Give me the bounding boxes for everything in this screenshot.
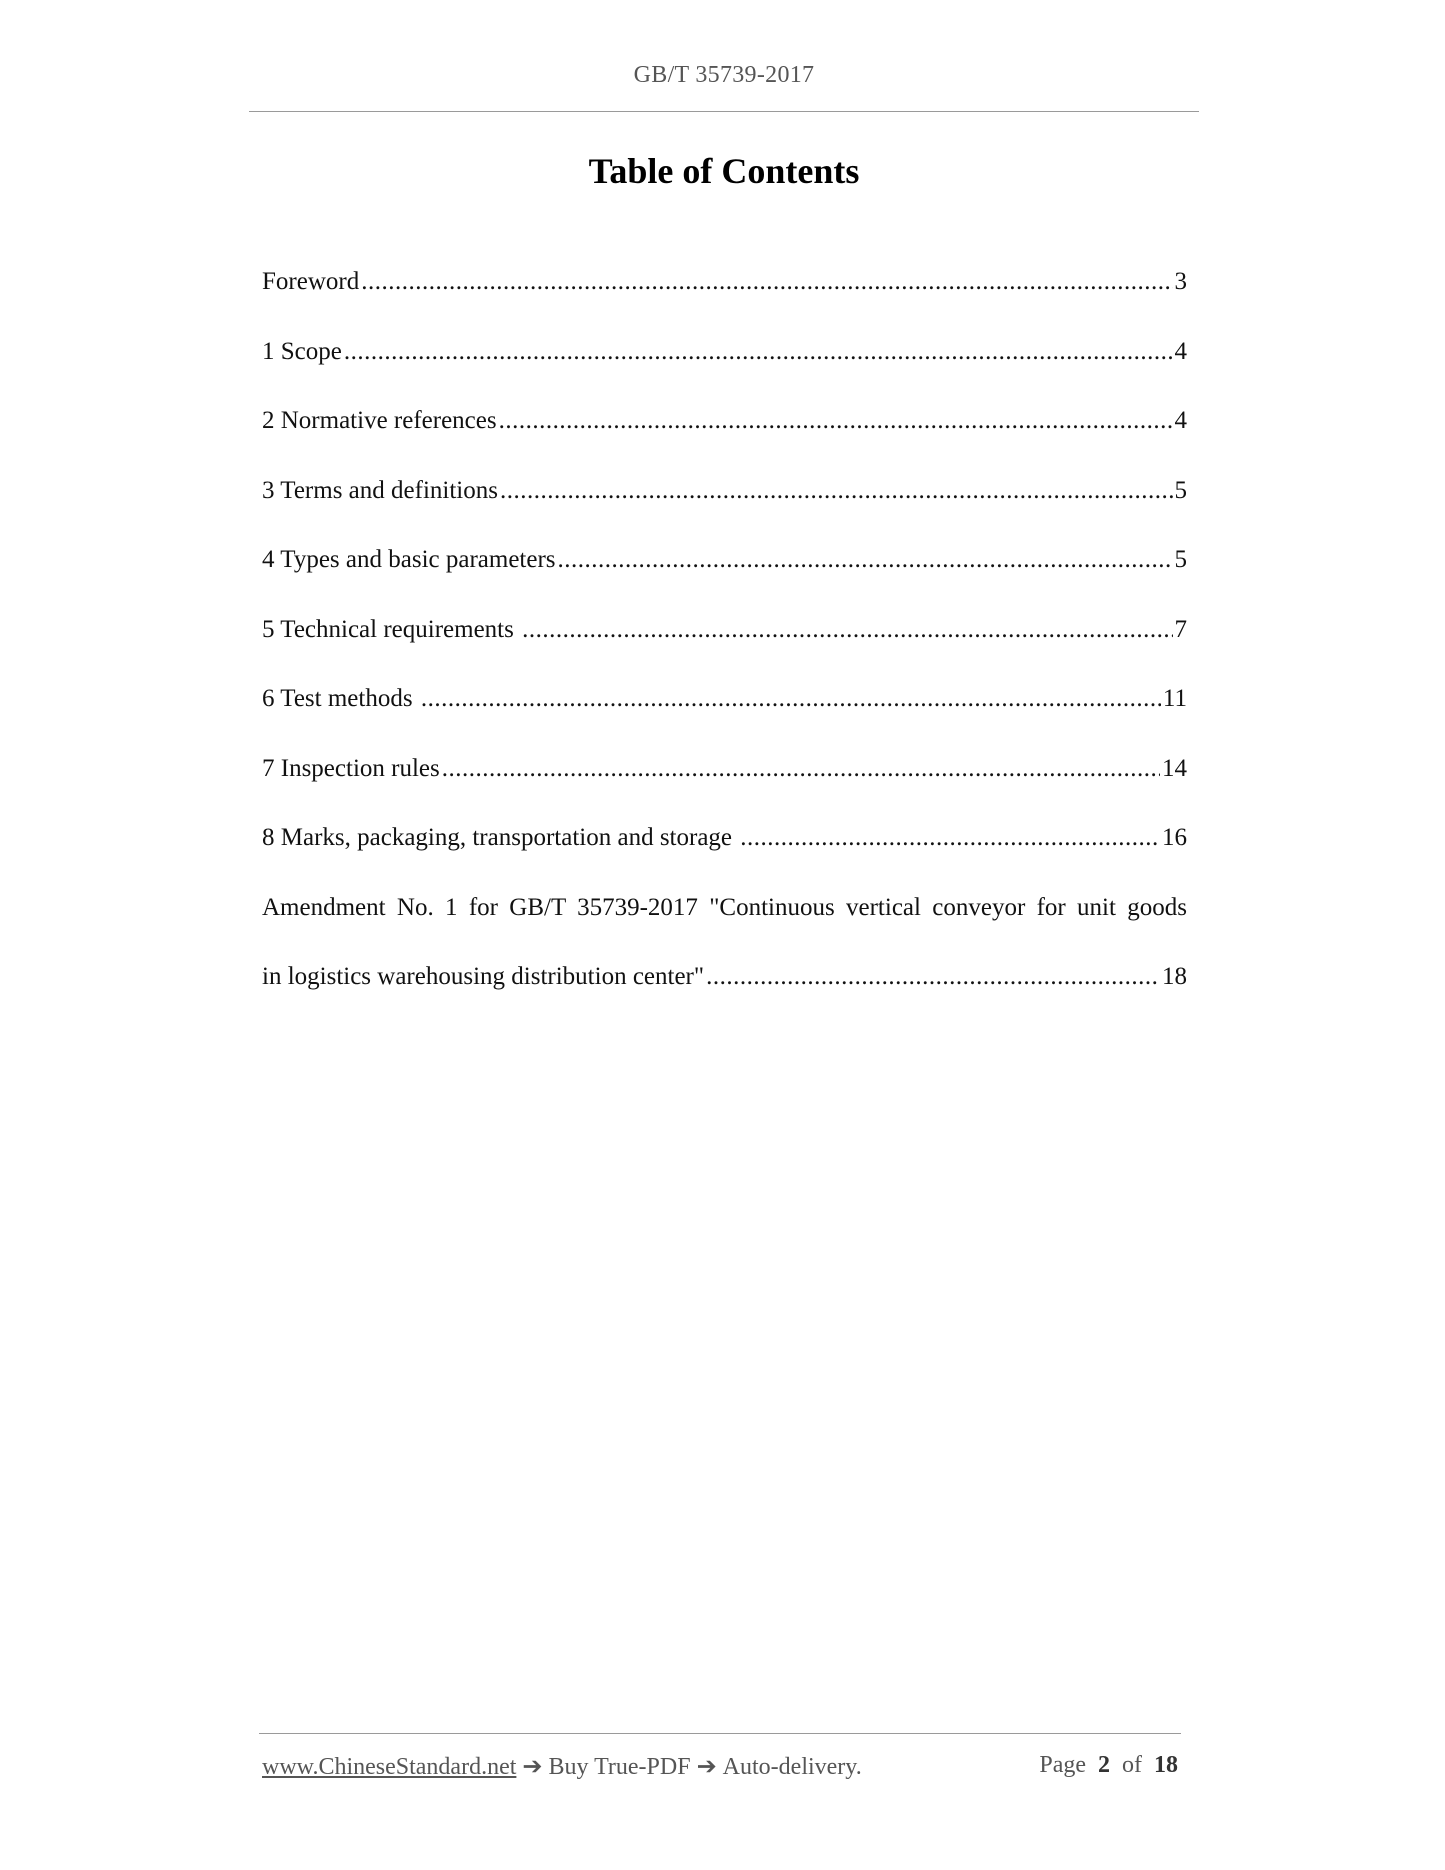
toc-leader-dots [344, 332, 1173, 372]
page-number [1039, 1752, 1178, 1779]
arrow-right-icon: ➔ [522, 1754, 543, 1780]
toc-entry-page: 18 [1162, 963, 1187, 990]
toc-entry-terms-definitions[interactable] [262, 471, 1187, 541]
toc-entry-foreword[interactable] [262, 262, 1187, 332]
toc-entry-page: 5 [1174, 546, 1187, 573]
toc-entry-label: in logistics warehousing distribution center" [262, 963, 705, 990]
toc-entry-label: Amendment No. 1 for GB/T 35739-2017 "Continuous vertical conveyor for unit goods [262, 893, 1187, 921]
toc-leader-dots [421, 679, 1161, 719]
website-link[interactable]: www.ChineseStandard.net [262, 1754, 517, 1780]
toc-entry-label: Foreword [262, 268, 360, 295]
auto-delivery-text: Auto-delivery. [722, 1754, 862, 1780]
toc-entry-normative-references[interactable] [262, 401, 1187, 471]
toc-entry-amendment-line2[interactable] [262, 957, 1187, 1027]
toc-entry-page: 5 [1174, 476, 1187, 504]
toc-entry-page: 3 [1174, 268, 1187, 295]
toc-entry-label: 1 Scope [262, 337, 342, 365]
toc-leader-dots [706, 957, 1160, 997]
toc-leader-dots [500, 471, 1173, 511]
header-divider [249, 111, 1199, 112]
toc-leader-dots [740, 818, 1160, 858]
toc-leader-dots [499, 401, 1173, 441]
toc-entry-label: 3 Terms and definitions [262, 476, 498, 504]
footer-promo [262, 1752, 862, 1781]
toc-leader-dots [442, 749, 1160, 789]
table-of-contents [262, 262, 1187, 1027]
of-word: of [1122, 1752, 1142, 1778]
toc-entry-page: 4 [1174, 337, 1187, 365]
toc-entry-scope[interactable] [262, 332, 1187, 402]
toc-entry-types-parameters[interactable] [262, 540, 1187, 610]
buy-pdf-text: Buy True-PDF [548, 1754, 691, 1780]
toc-entry-marks-packaging[interactable] [262, 818, 1187, 888]
toc-entry-page: 4 [1174, 407, 1187, 434]
arrow-right-icon: ➔ [696, 1754, 717, 1780]
toc-leader-dots [361, 262, 1172, 302]
toc-entry-label: 4 Types and basic parameters [262, 546, 556, 573]
toc-entry-page: 16 [1162, 824, 1187, 851]
footer-divider [259, 1733, 1181, 1734]
toc-entry-page: 14 [1162, 754, 1187, 782]
toc-entry-label: 5 Technical requirements [262, 615, 521, 643]
toc-entry-technical-requirements[interactable] [262, 610, 1187, 680]
toc-entry-inspection-rules[interactable] [262, 749, 1187, 819]
toc-entry-page: 7 [1174, 615, 1187, 643]
toc-entry-page: 11 [1162, 685, 1187, 712]
toc-entry-test-methods[interactable] [262, 679, 1187, 749]
toc-entry-label: 2 Normative references [262, 407, 497, 434]
toc-leader-dots [522, 610, 1172, 650]
page-current: 2 [1098, 1752, 1110, 1778]
page-word: Page [1039, 1752, 1086, 1778]
page-title: Table of Contents [588, 151, 860, 191]
toc-entry-label: 8 Marks, packaging, transportation and storage [262, 824, 739, 851]
toc-leader-dots [558, 540, 1173, 580]
toc-entry-label: 6 Test methods [262, 685, 419, 712]
running-header: GB/T 35739-2017 [633, 62, 815, 88]
page-total: 18 [1154, 1752, 1178, 1778]
toc-entry-amendment-line1[interactable] [262, 888, 1187, 958]
toc-entry-label: 7 Inspection rules [262, 754, 440, 782]
